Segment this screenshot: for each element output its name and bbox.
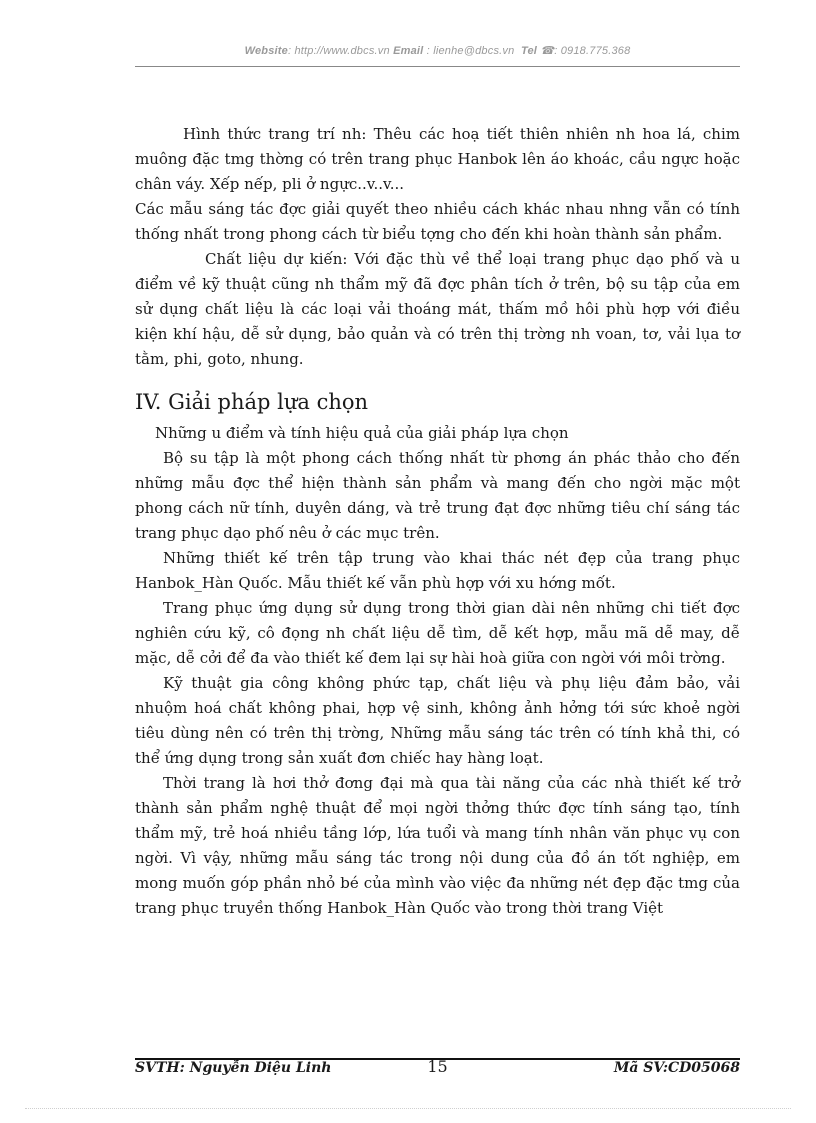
paragraph-applied: Trang phục ứng dụng sử dụng trong thời gian dài nên những chi tiết đợc nghiên cứu kỹ, cô đọng nh chất liệu dễ tìm, dễ kết hợp, mẫu mã dễ may, dễ mặc, dễ cởi để đa vào thiết kế đem lại sự hài hoà giữa con ngời với môi trờng. <box>135 599 740 667</box>
email-value: : lienhe@dbcs.vn <box>423 45 515 57</box>
section-subheading: Những u điểm và tính hiệu quả của giải pháp lựa chọn <box>155 424 569 442</box>
paragraph-fashion: Thời trang là hơi thở đơng đại mà qua tài năng của các nhà thiết kế trở thành sản phẩm nghệ thuật để mọi ngời thởng thức đợc tính sáng tạo, tính thẩm mỹ, trẻ hoá nhiều tầng lớp, lứa tuổi và mang tính nhân văn phục vụ con ngời. Vì vậy, những mẫu sáng tác trong nội dung của đồ án tốt nghiệp, em mong muốn góp phần nhỏ bé của mình vào việc đa những nét đẹp đặc tmg của trang phục truyền thống Hanbok_Hàn Quốc vào trong thời trang Việt <box>135 774 740 917</box>
website-value: : http://www.dbcs.vn <box>287 45 390 57</box>
tel-label: Tel <box>520 45 538 57</box>
document-body <box>135 122 740 921</box>
tel-value: ☎: 0918.775.368 <box>540 45 631 57</box>
paragraph-materials: Chất liệu dự kiến: Với đặc thù về thể loại trang phục dạo phố và u điểm về kỹ thuật cũng nh thẩm mỹ đã đợc phân tích ở trên, bộ su tập của em sử dụng chất liệu là các loại vải thoáng mát, thấm mồ hôi phù hợp với điều kiện khí hậu, dễ sử dụng, bảo quản và có trên thị trờng nh voan, tơ, vải lụa tơ tằm, phi, goto, nhung. <box>135 250 740 368</box>
paragraph-decoration: Hình thức trang trí nh: Thêu các hoạ tiết thiên nhiên nh hoa lá, chim muông đặc tmg thờng có trên trang phục Hanbok lên áo khoác, cầu ngực hoặc chân váy. Xếp nếp, pli ở ngực..v..v... <box>135 125 740 193</box>
website-label: Website <box>244 45 288 57</box>
paragraph-designs: Những thiết kế trên tập trung vào khai thác nét đẹp của trang phục Hanbok_Hàn Quốc. Mẫu thiết kế vẫn phù hợp với xu hớng mốt. <box>135 549 740 592</box>
email-label: Email <box>393 45 424 57</box>
page-header <box>135 44 740 57</box>
student-id: Mã SV:CD05068 <box>613 1060 740 1076</box>
student-name: SVTH: Nguyễn Diệu Linh <box>135 1060 332 1076</box>
paragraph-collection: Bộ su tập là một phong cách thống nhất từ phơng án phác thảo cho đến những mẫu đợc thể hiện thành sản phẩm và mang đến cho ngời mặc một phong cách nữ tính, duyên dáng, và trẻ trung đạt đợc những tiêu chí sáng tác trang phục dạo phố nêu ở các mục trên. <box>135 449 740 542</box>
paragraph-solutions: Các mẫu sáng tác đợc giải quyết theo nhiều cách khác nhau nhng vẫn có tính thống nhất trong phong cách từ biểu tợng cho đến khi hoàn thành sản phẩm. <box>135 200 740 243</box>
page-number: 15 <box>427 1057 448 1076</box>
header-divider <box>135 66 740 67</box>
section-heading: IV. Giải pháp lựa chọn <box>135 390 369 414</box>
paragraph-technique: Kỹ thuật gia công không phức tạp, chất liệu và phụ liệu đảm bảo, vải nhuộm hoá chất không phai, hợp vệ sinh, không ảnh hởng tới sức khoẻ ngời tiêu dùng nên có trên thị trờng, Những mẫu sáng tác trên có tính khả thi, có thể ứng dụng trong sản xuất đơn chiếc hay hàng loạt. <box>135 674 740 767</box>
page-edge-divider <box>25 1108 791 1109</box>
page-footer <box>135 1058 740 1080</box>
